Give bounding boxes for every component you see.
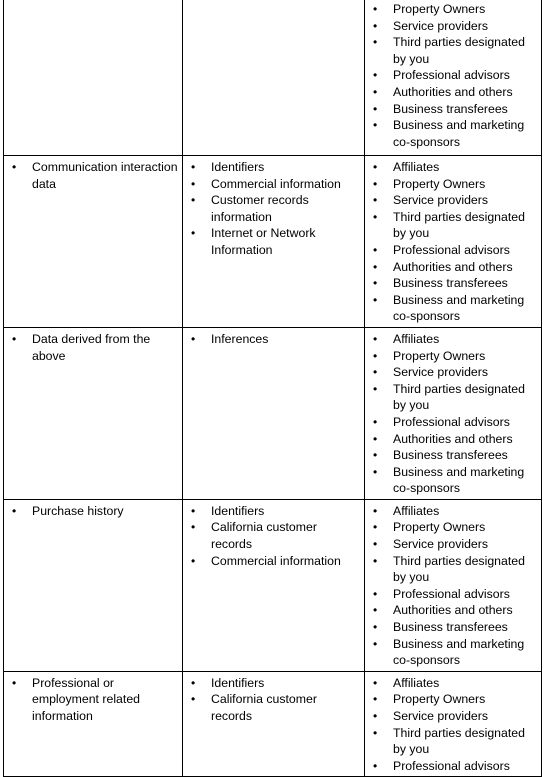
list-item: • Purchase history <box>8 503 178 520</box>
list-item: • Professional advisors <box>369 758 537 775</box>
category-list <box>8 675 178 725</box>
list-item: • Third parties designated by you <box>369 209 537 242</box>
list-item: • Property Owners <box>369 519 537 536</box>
list-item: • Third parties designated by you <box>369 381 537 414</box>
list-item: • Affiliates <box>369 503 537 520</box>
recipients-list <box>369 503 537 669</box>
list-item: • Third parties designated by you <box>369 553 537 586</box>
sources-cell <box>183 0 365 156</box>
sources-list <box>187 331 360 348</box>
list-item: • Service providers <box>369 192 537 209</box>
sources-list <box>187 675 360 725</box>
list-item: • California customer records <box>187 519 360 552</box>
table-row <box>4 0 542 156</box>
list-item: • Commercial information <box>187 553 360 570</box>
list-item: • Business and marketing co-sponsors <box>369 117 537 150</box>
data-sharing-table <box>3 0 542 777</box>
list-item: • Business and marketing co-sponsors <box>369 292 537 325</box>
category-cell <box>4 671 183 777</box>
category-list <box>8 503 178 520</box>
category-cell <box>4 327 183 499</box>
list-item: • Affiliates <box>369 675 537 692</box>
list-item: • Business and marketing co-sponsors <box>369 464 537 497</box>
category-cell <box>4 499 183 671</box>
list-item: • Identifiers <box>187 503 360 520</box>
category-cell <box>4 0 183 156</box>
list-item: • Affiliates <box>369 159 537 176</box>
list-item: • Professional advisors <box>369 242 537 259</box>
category-list <box>8 331 178 364</box>
list-item: • Affiliates <box>369 331 537 348</box>
sources-cell <box>183 327 365 499</box>
sources-list <box>187 503 360 569</box>
sources-list <box>187 159 360 259</box>
list-item: • Authorities and others <box>369 431 537 448</box>
recipients-cell <box>365 671 542 777</box>
list-item: • Commercial information <box>187 176 360 193</box>
list-item: • Professional or employment related information <box>8 675 178 725</box>
recipients-cell <box>365 327 542 499</box>
list-item: • California customer records <box>187 691 360 724</box>
list-item: • Professional advisors <box>369 586 537 603</box>
recipients-list <box>369 675 537 775</box>
list-item: • Service providers <box>369 18 537 35</box>
recipients-list <box>369 1 537 150</box>
list-item: • Authorities and others <box>369 84 537 101</box>
list-item: • Property Owners <box>369 1 537 18</box>
recipients-cell <box>365 0 542 156</box>
category-cell <box>4 156 183 328</box>
list-item: • Third parties designated by you <box>369 725 537 758</box>
list-item: • Professional advisors <box>369 67 537 84</box>
category-list <box>8 159 178 192</box>
list-item: • Service providers <box>369 364 537 381</box>
list-item: • Business transferees <box>369 101 537 118</box>
table-row <box>4 327 542 499</box>
list-item: • Inferences <box>187 331 360 348</box>
list-item: • Service providers <box>369 708 537 725</box>
list-item: • Service providers <box>369 536 537 553</box>
list-item: • Business transferees <box>369 275 537 292</box>
recipients-list <box>369 331 537 497</box>
sources-cell <box>183 499 365 671</box>
list-item: • Customer records information <box>187 192 360 225</box>
list-item: • Third parties designated by you <box>369 34 537 67</box>
list-item: • Authorities and others <box>369 602 537 619</box>
list-item: • Data derived from the above <box>8 331 178 364</box>
list-item: • Authorities and others <box>369 259 537 276</box>
list-item: • Identifiers <box>187 675 360 692</box>
list-item: • Business transferees <box>369 447 537 464</box>
list-item: • Property Owners <box>369 176 537 193</box>
list-item: • Business and marketing co-sponsors <box>369 636 537 669</box>
recipients-cell <box>365 156 542 328</box>
recipients-list <box>369 159 537 325</box>
list-item: • Business transferees <box>369 619 537 636</box>
table-row <box>4 156 542 328</box>
sources-cell <box>183 671 365 777</box>
list-item: • Property Owners <box>369 348 537 365</box>
recipients-cell <box>365 499 542 671</box>
list-item: • Internet or Network Information <box>187 225 360 258</box>
list-item: • Identifiers <box>187 159 360 176</box>
table-row <box>4 671 542 777</box>
sources-cell <box>183 156 365 328</box>
list-item: • Communication interaction data <box>8 159 178 192</box>
table-row <box>4 499 542 671</box>
list-item: • Property Owners <box>369 691 537 708</box>
list-item: • Professional advisors <box>369 414 537 431</box>
